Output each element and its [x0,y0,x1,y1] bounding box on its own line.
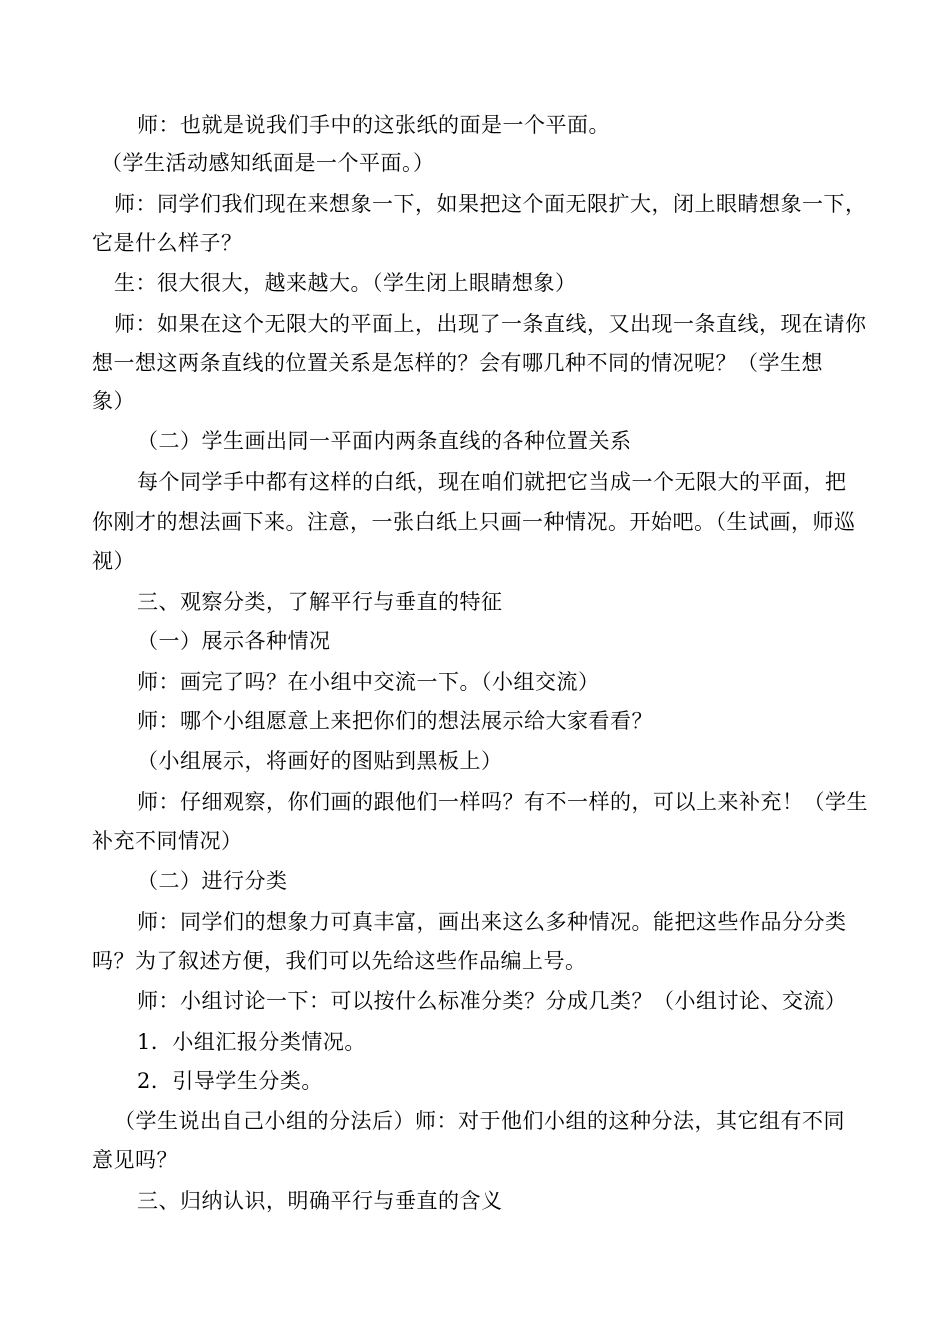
paragraph-line: （学生说出自己小组的分法后）师：对于他们小组的这种分法，其它组有不同 [114,1109,845,1133]
paragraph-line: 意见吗？ [92,1148,178,1172]
paragraph-line: 象） [92,389,135,413]
paragraph-line: 师：仔细观察，你们画的跟他们一样吗？有不一样的，可以上来补充！（学生 [137,790,868,814]
paragraph-line: （小组展示，将画好的图贴到黑板上） [137,749,503,773]
paragraph-line: 师：也就是说我们手中的这张纸的面是一个平面。 [137,113,610,137]
section-heading: （二）学生画出同一平面内两条直线的各种位置关系 [137,429,632,453]
paragraph-line: 师：哪个小组愿意上来把你们的想法展示给大家看看？ [137,709,653,733]
paragraph-line: 视） [92,549,135,573]
list-item: 1．小组汇报分类情况。 [137,1030,366,1054]
paragraph-line: 师：小组讨论一下：可以按什么标准分类？分成几类？（小组讨论、交流） [137,989,847,1013]
paragraph-line: 它是什么样子？ [92,231,243,255]
paragraph-line: 每个同学手中都有这样的白纸，现在咱们就把它当成一个无限大的平面，把 [137,470,847,494]
paragraph-line: 生：很大很大，越来越大。（学生闭上眼睛想象） [114,271,577,295]
paragraph-line: 师：同学们我们现在来想象一下，如果把这个面无限扩大，闭上眼睛想象一下， [114,192,867,216]
paragraph-line: 师：画完了吗？在小组中交流一下。（小组交流） [137,670,600,694]
section-heading: （一）展示各种情况 [137,629,331,653]
paragraph-line: 师：如果在这个无限大的平面上，出现了一条直线，又出现一条直线，现在请你 [114,312,867,336]
paragraph-line: 吗？为了叙述方便，我们可以先给这些作品编上号。 [92,949,587,973]
section-heading: 三、归纳认识，明确平行与垂直的含义 [137,1189,503,1213]
paragraph-line: 师：同学们的想象力可真丰富，画出来这么多种情况。能把这些作品分分类 [137,910,847,934]
paragraph-line: （学生活动感知纸面是一个平面。） [101,151,435,175]
section-heading: 三、观察分类，了解平行与垂直的特征 [137,590,503,614]
list-item: 2．引导学生分类。 [137,1069,323,1093]
paragraph-line: 想一想这两条直线的位置关系是怎样的？会有哪几种不同的情况呢？（学生想 [92,351,823,375]
section-heading: （二）进行分类 [137,869,288,893]
paragraph-line: 你刚才的想法画下来。注意，一张白纸上只画一种情况。开始吧。（生试画，师巡 [92,510,856,534]
paragraph-line: 补充不同情况） [92,829,243,853]
